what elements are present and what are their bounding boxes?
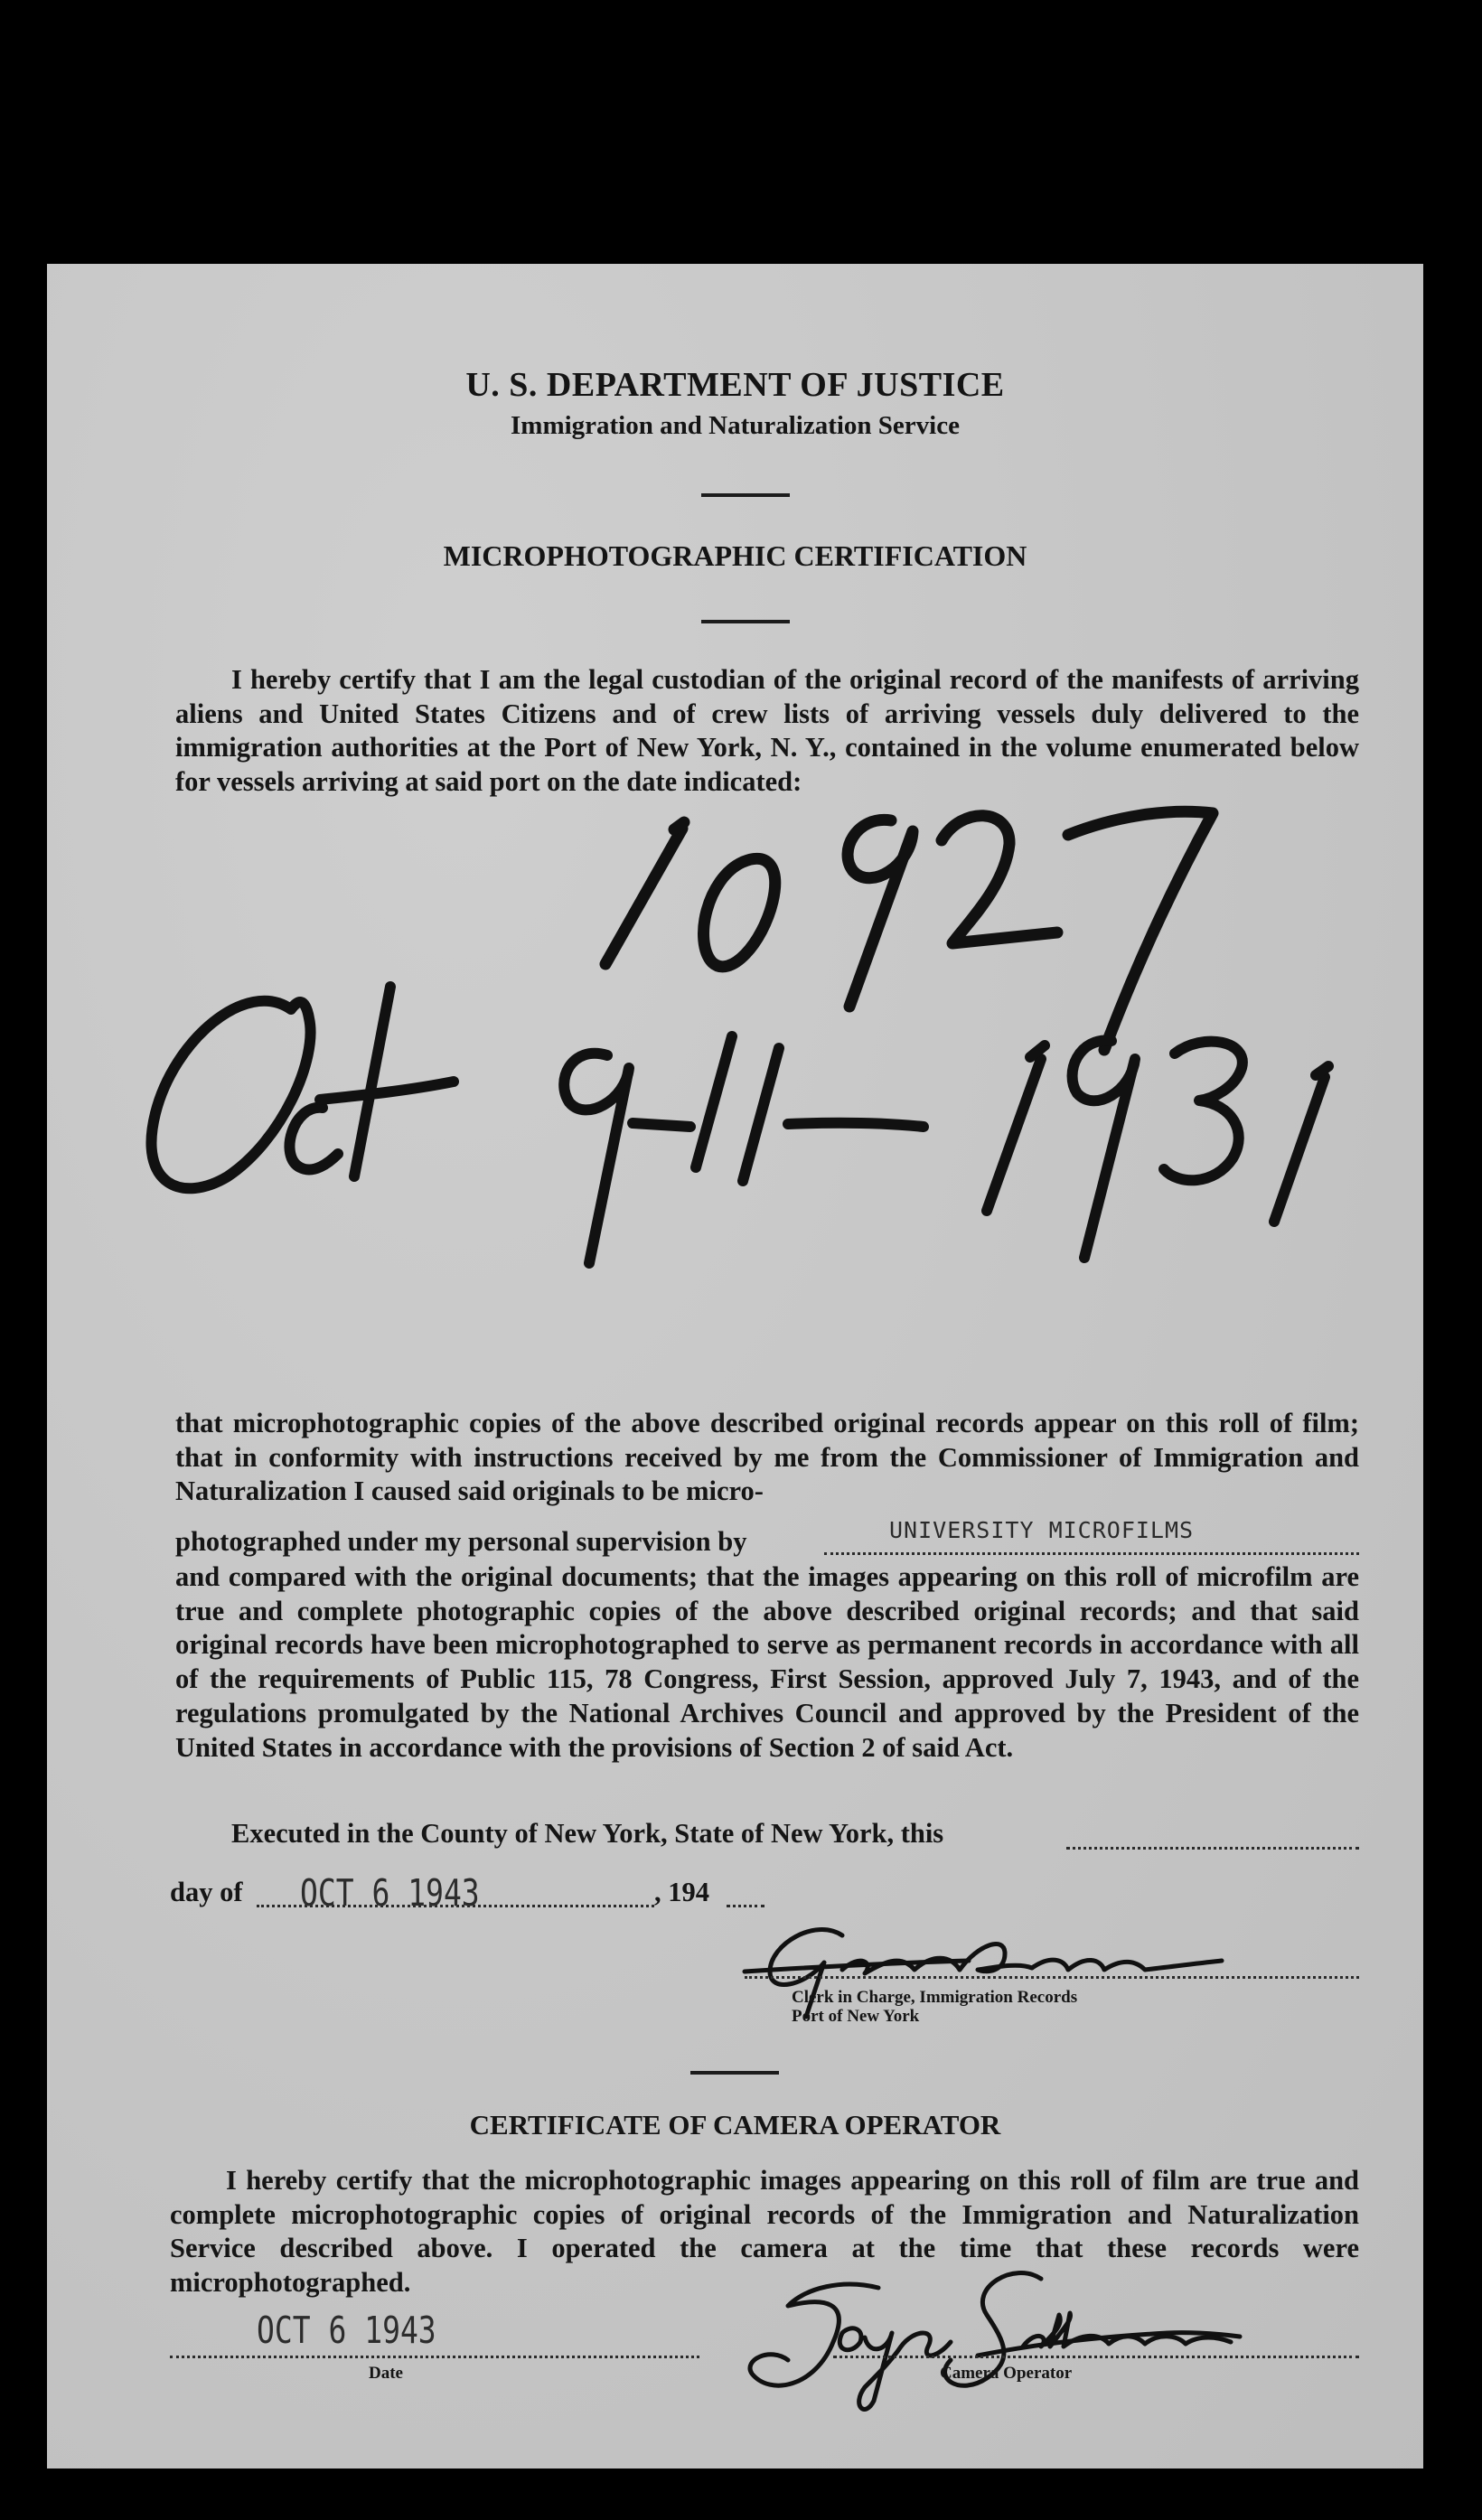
year-prefix: , 194 <box>654 1877 709 1907</box>
supervision-label: photographed under my personal supervision by <box>175 1526 747 1557</box>
certification-intro: I hereby certify that I am the legal custodian of the original record of the manifests of arriving aliens and United States Citizens and of crew lists of arriving vessels duly delivered to the immigration authorities at the Port of New York, N. Y., contained in the volume enumerated below for vessels arriving at said port on the date indicated: <box>175 664 1359 798</box>
camera-certificate-title: CERTIFICATE OF CAMERA OPERATOR <box>469 2109 1001 2141</box>
supervisor-name: UNIVERSITY MICROFILMS <box>889 1517 1195 1543</box>
operator-signature <box>47 264 1423 2468</box>
certification-body-part1: that microphotographic copies of the above described original records appear on this roll of film; that in conformity with instructions received by me from the Commissioner of Immigration and Naturalization I caused said originals to be micro- <box>175 1408 1359 1507</box>
camera-operator-line <box>833 2356 1359 2358</box>
clerk-title-line2: Port of New York <box>792 2007 920 2026</box>
certification-body-part2: and compared with the original documents; that the images appearing on this roll of microfilm are true and complete photographic copies of the above described original records; and that said original records have been microphotographed to serve as permanent records in accordance with all of the requirements of Public 115, 78 Congress, First Session, approved July 7, 1943, and of the regulations promulgated by the National Archives Council and approved by the President of the United States in accordance with the provisions of Section 2 of said Act. <box>175 1561 1359 1763</box>
certificate-sheet <box>47 264 1423 2468</box>
execution-date-stamp: OCT 6 1943 <box>300 1870 480 1915</box>
certification-title: MICROPHOTOGRAPHIC CERTIFICATION <box>443 539 1027 572</box>
clerk-title-line1: Clerk in Charge, Immigration Records <box>792 1988 1078 2007</box>
executed-text: Executed in the County of New York, State of New York, this <box>231 1818 944 1849</box>
department-title: U. S. DEPARTMENT OF JUSTICE <box>465 366 1005 404</box>
camera-date-label: Date <box>369 2364 403 2383</box>
camera-certificate-text: I hereby certify that the microphotographic images appearing on this roll of film are true and complete microphotographic copies of original records of the Immigration and Naturalization Service described above. I operated the camera at the time that these records were microphotographed. <box>170 2165 1359 2299</box>
camera-date-stamp: OCT 6 1943 <box>257 2308 436 2352</box>
day-of-label: day of <box>170 1877 243 1907</box>
camera-operator-label: Camera Operator <box>940 2364 1073 2383</box>
service-subtitle: Immigration and Naturalization Service <box>511 411 960 440</box>
